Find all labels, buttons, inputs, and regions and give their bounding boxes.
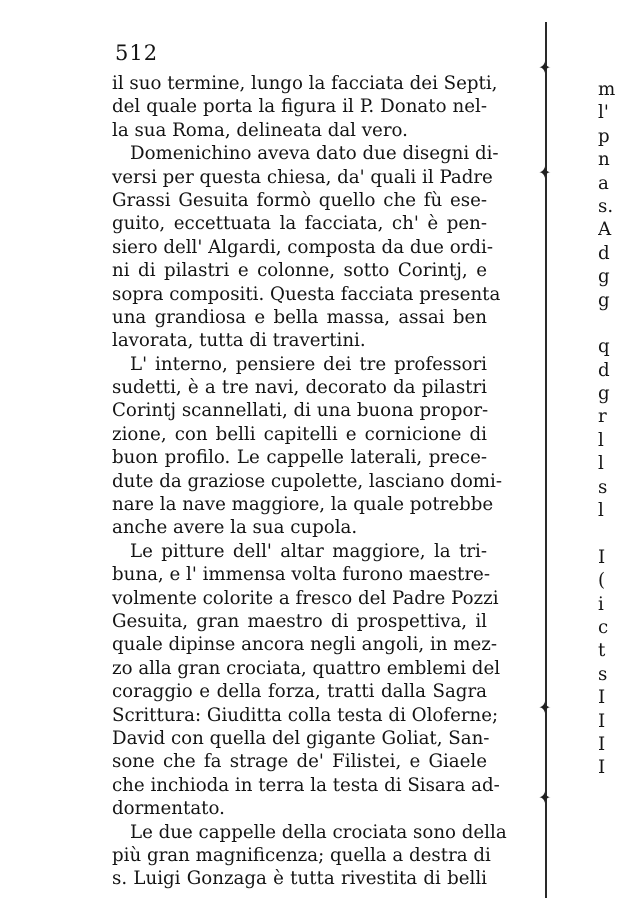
text-line: più gran magnificenza; quella a destra di [112,844,491,866]
facing-page-fragment: g [598,266,610,288]
text-line: sone che fa strage de' Filistei, e Giaele [112,751,487,773]
text-line: zione, con belli capitelli e cornicione di [112,423,487,445]
facing-page-fragment: I [598,687,606,709]
text-line: sudetti, è a tre navi, decorato da pilastri [112,377,487,399]
facing-page-fragment: l' [598,102,609,124]
text-line: David con quella del gigante Goliat, San- [112,727,490,749]
facing-page-fragment: ( [598,570,606,592]
text-line: Grassi Gesuita formò quello che fù ese- [112,189,487,211]
facing-page-fragment: d [598,242,610,264]
body-text [112,72,507,891]
text-line: la sua Roma, delineata dal vero. [112,119,408,141]
text-line: versi per questa chiesa, da' quali il Padre [112,166,493,188]
facing-page-fragment: l [598,453,604,475]
text-line: coraggio e della forza, tratti dalla Sagra [112,681,487,703]
facing-page-fragment: l [598,429,604,451]
text-line: Le due cappelle della crociata sono della [130,821,507,843]
text-line: Gesuita, gran maestro di prospettiva, il [112,610,487,632]
text-line: lavorata, tutta di travertini. [112,330,366,352]
binding-gutter [545,22,547,898]
text-line: sopra compositi. Questa facciata presenta [112,283,501,305]
text-line: nare la nave maggiore, la quale potrebbe [112,494,494,516]
text-line: Corintj scannellati, di una buona propor- [112,400,489,422]
facing-page-fragment: I [598,546,606,568]
text-line: che inchioda in terra la testa di Sisara ad- [112,774,500,796]
facing-page-fragment: I [598,757,606,779]
facing-page-fragment: i [598,593,604,615]
text-line: guito, eccettuata la facciata, ch' è pen- [112,213,487,235]
facing-page-fragment: I [598,710,606,732]
facing-page-fragment [598,312,619,335]
text-line: del quale porta la figura il P. Donato nel- [112,96,487,118]
facing-page-fragment: g [598,289,610,311]
binding-thread-mark: ✦ [538,698,552,717]
facing-page-fragment: q [598,336,610,358]
page-number: 512 [115,41,159,65]
facing-page-fragment: r [598,406,607,428]
text-line: s. Luigi Gonzaga è tutta rivestita di belli [112,868,487,890]
text-line: Scrittura: Giuditta colla testa di Oloferne; [112,704,499,726]
text-line: zo alla gran crociata, quattro emblemi del [112,657,501,679]
text-line: Le pitture dell' altar maggiore, la tri- [130,540,487,562]
text-line: dormentato. [112,798,225,820]
facing-page-fragment: s [598,663,608,685]
facing-page-fragment: d [598,359,610,381]
text-line: una grandiosa e bella massa, assai ben [112,306,487,328]
text-line: siero dell' Algardi, composta da due ordi- [112,236,493,258]
facing-page-edge [598,78,619,780]
facing-page-fragment: c [598,616,609,638]
facing-page-fragment: I [598,733,606,755]
facing-page-fragment: s [598,476,608,498]
text-line: buon profilo. Le cappelle laterali, prece- [112,447,487,469]
text-line: buna, e l' immensa volta furono maestre- [112,564,490,586]
facing-page-fragment: t [598,640,606,662]
text-line: volmente colorite a fresco del Padre Pozzi [112,587,499,609]
text-line: quale dipinse ancora negli angoli, in mez- [112,634,498,656]
text-line: anche avere la sua cupola. [112,517,358,539]
binding-thread-mark: ✦ [538,58,552,77]
facing-page-fragment: s. [598,195,614,217]
facing-page-fragment: n [598,149,610,171]
text-line: dute da graziose cupolette, lasciano domi- [112,470,502,492]
binding-thread-mark: ✦ [538,788,552,807]
text-line: il suo termine, lungo la facciata dei Septi, [112,73,498,94]
facing-page-fragment: m [598,79,616,100]
facing-page-fragment: p [598,125,610,147]
facing-page-fragment: A [598,219,612,241]
text-line: ni di pilastri e colonne, sotto Corintj, e [112,260,487,282]
text-line: L' interno, pensiere dei tre professori [130,353,487,375]
facing-page-fragment: l [598,500,604,522]
text-line: Domenichino aveva dato due disegni di- [130,143,499,165]
facing-page-fragment: g [598,383,610,405]
facing-page-fragment: a [598,172,609,194]
binding-thread-mark: ✦ [538,163,552,182]
facing-page-fragment [598,522,619,545]
